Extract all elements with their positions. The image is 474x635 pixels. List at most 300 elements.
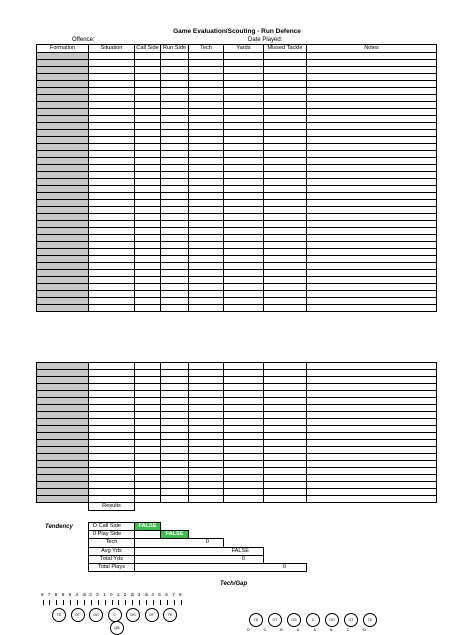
grid-cell[interactable] bbox=[161, 95, 189, 102]
grid-cell[interactable] bbox=[264, 165, 307, 172]
grid-cell[interactable] bbox=[37, 305, 89, 312]
grid-cell[interactable] bbox=[189, 130, 224, 137]
grid-cell[interactable] bbox=[264, 207, 307, 214]
grid-cell[interactable] bbox=[161, 489, 189, 496]
grid-cell[interactable] bbox=[224, 144, 264, 151]
grid-cell[interactable] bbox=[161, 74, 189, 81]
grid-cell[interactable] bbox=[189, 447, 224, 454]
grid-cell[interactable] bbox=[37, 284, 89, 291]
grid-cell[interactable] bbox=[89, 200, 135, 207]
grid-cell[interactable] bbox=[264, 249, 307, 256]
grid-cell[interactable] bbox=[89, 370, 135, 377]
grid-cell[interactable] bbox=[161, 165, 189, 172]
grid-cell[interactable] bbox=[224, 468, 264, 475]
grid-cell[interactable] bbox=[161, 377, 189, 384]
grid-cell[interactable] bbox=[189, 461, 224, 468]
grid-cell[interactable] bbox=[161, 277, 189, 284]
grid-cell[interactable] bbox=[135, 130, 161, 137]
grid-cell[interactable] bbox=[307, 482, 437, 489]
grid-cell[interactable] bbox=[37, 221, 89, 228]
grid-cell[interactable] bbox=[89, 419, 135, 426]
grid-cell[interactable] bbox=[264, 144, 307, 151]
grid-cell[interactable] bbox=[135, 242, 161, 249]
grid-cell[interactable] bbox=[161, 496, 189, 503]
grid-cell[interactable] bbox=[89, 193, 135, 200]
grid-cell[interactable] bbox=[135, 475, 161, 482]
grid-cell[interactable] bbox=[89, 482, 135, 489]
grid-cell[interactable] bbox=[264, 270, 307, 277]
grid-cell[interactable] bbox=[89, 53, 135, 60]
grid-cell[interactable] bbox=[37, 270, 89, 277]
grid-cell[interactable] bbox=[264, 109, 307, 116]
grid-cell[interactable] bbox=[89, 468, 135, 475]
grid-cell[interactable] bbox=[161, 102, 189, 109]
grid-cell[interactable] bbox=[307, 412, 437, 419]
grid-cell[interactable] bbox=[189, 123, 224, 130]
grid-cell[interactable] bbox=[189, 370, 224, 377]
grid-cell[interactable] bbox=[89, 165, 135, 172]
grid-cell[interactable] bbox=[89, 81, 135, 88]
grid-cell[interactable] bbox=[224, 461, 264, 468]
grid-cell[interactable] bbox=[264, 426, 307, 433]
grid-cell[interactable] bbox=[307, 144, 437, 151]
grid-cell[interactable] bbox=[37, 447, 89, 454]
grid-cell[interactable] bbox=[161, 305, 189, 312]
grid-cell[interactable] bbox=[307, 242, 437, 249]
grid-cell[interactable] bbox=[264, 305, 307, 312]
grid-cell[interactable] bbox=[264, 221, 307, 228]
grid-cell[interactable] bbox=[224, 377, 264, 384]
grid-cell[interactable] bbox=[307, 249, 437, 256]
grid-cell[interactable] bbox=[307, 454, 437, 461]
grid-cell[interactable] bbox=[224, 405, 264, 412]
grid-cell[interactable] bbox=[135, 53, 161, 60]
grid-cell[interactable] bbox=[307, 158, 437, 165]
grid-cell[interactable] bbox=[135, 151, 161, 158]
grid-cell[interactable] bbox=[135, 116, 161, 123]
grid-cell[interactable] bbox=[224, 158, 264, 165]
grid-cell[interactable] bbox=[307, 193, 437, 200]
grid-cell[interactable] bbox=[224, 384, 264, 391]
grid-cell[interactable] bbox=[307, 228, 437, 235]
grid-cell[interactable] bbox=[307, 207, 437, 214]
grid-cell[interactable] bbox=[189, 270, 224, 277]
grid-cell[interactable] bbox=[89, 384, 135, 391]
grid-cell[interactable] bbox=[307, 60, 437, 67]
grid-cell[interactable] bbox=[307, 109, 437, 116]
grid-cell[interactable] bbox=[189, 433, 224, 440]
grid-cell[interactable] bbox=[135, 200, 161, 207]
grid-cell[interactable] bbox=[161, 363, 189, 370]
grid-cell[interactable] bbox=[224, 447, 264, 454]
grid-cell[interactable] bbox=[224, 277, 264, 284]
grid-cell[interactable] bbox=[37, 235, 89, 242]
grid-cell[interactable] bbox=[307, 137, 437, 144]
grid-cell[interactable] bbox=[37, 137, 89, 144]
grid-cell[interactable] bbox=[161, 263, 189, 270]
grid-cell[interactable] bbox=[37, 74, 89, 81]
grid-cell[interactable] bbox=[189, 291, 224, 298]
grid-cell[interactable] bbox=[189, 158, 224, 165]
grid-cell[interactable] bbox=[224, 193, 264, 200]
grid-cell[interactable] bbox=[307, 123, 437, 130]
grid-cell[interactable] bbox=[264, 419, 307, 426]
grid-cell[interactable] bbox=[224, 151, 264, 158]
grid-cell[interactable] bbox=[37, 179, 89, 186]
grid-cell[interactable] bbox=[307, 405, 437, 412]
grid-cell[interactable] bbox=[189, 482, 224, 489]
grid-cell[interactable] bbox=[189, 468, 224, 475]
grid-cell[interactable] bbox=[161, 88, 189, 95]
grid-cell[interactable] bbox=[189, 228, 224, 235]
grid-cell[interactable] bbox=[37, 102, 89, 109]
grid-cell[interactable] bbox=[161, 137, 189, 144]
grid-cell[interactable] bbox=[189, 377, 224, 384]
grid-cell[interactable] bbox=[264, 60, 307, 67]
grid-cell[interactable] bbox=[224, 284, 264, 291]
grid-cell[interactable] bbox=[89, 144, 135, 151]
grid-cell[interactable] bbox=[264, 370, 307, 377]
grid-cell[interactable] bbox=[264, 200, 307, 207]
grid-cell[interactable] bbox=[307, 67, 437, 74]
grid-cell[interactable] bbox=[264, 277, 307, 284]
grid-cell[interactable] bbox=[264, 291, 307, 298]
grid-cell[interactable] bbox=[264, 151, 307, 158]
grid-cell[interactable] bbox=[37, 496, 89, 503]
grid-cell[interactable] bbox=[37, 412, 89, 419]
grid-cell[interactable] bbox=[161, 461, 189, 468]
grid-cell[interactable] bbox=[307, 391, 437, 398]
grid-cell[interactable] bbox=[189, 426, 224, 433]
grid-cell[interactable] bbox=[189, 249, 224, 256]
grid-cell[interactable] bbox=[135, 447, 161, 454]
grid-cell[interactable] bbox=[89, 109, 135, 116]
grid-cell[interactable] bbox=[264, 454, 307, 461]
grid-cell[interactable] bbox=[161, 116, 189, 123]
grid-cell[interactable] bbox=[161, 67, 189, 74]
grid-cell[interactable] bbox=[224, 433, 264, 440]
grid-cell[interactable] bbox=[135, 249, 161, 256]
grid-cell[interactable] bbox=[224, 95, 264, 102]
grid-cell[interactable] bbox=[37, 291, 89, 298]
grid-cell[interactable] bbox=[37, 419, 89, 426]
grid-cell[interactable] bbox=[135, 256, 161, 263]
grid-cell[interactable] bbox=[264, 137, 307, 144]
grid-cell[interactable] bbox=[224, 165, 264, 172]
grid-cell[interactable] bbox=[307, 370, 437, 377]
grid-cell[interactable] bbox=[161, 298, 189, 305]
grid-cell[interactable] bbox=[224, 186, 264, 193]
grid-cell[interactable] bbox=[37, 256, 89, 263]
grid-cell[interactable] bbox=[307, 165, 437, 172]
grid-cell[interactable] bbox=[264, 384, 307, 391]
grid-cell[interactable] bbox=[89, 95, 135, 102]
grid-cell[interactable] bbox=[161, 482, 189, 489]
grid-cell[interactable] bbox=[135, 214, 161, 221]
grid-cell[interactable] bbox=[135, 67, 161, 74]
grid-cell[interactable] bbox=[264, 74, 307, 81]
grid-cell[interactable] bbox=[135, 489, 161, 496]
grid-cell[interactable] bbox=[89, 116, 135, 123]
grid-cell[interactable] bbox=[161, 207, 189, 214]
grid-cell[interactable] bbox=[37, 186, 89, 193]
grid-cell[interactable] bbox=[135, 482, 161, 489]
grid-cell[interactable] bbox=[189, 298, 224, 305]
grid-cell[interactable] bbox=[135, 391, 161, 398]
grid-cell[interactable] bbox=[224, 256, 264, 263]
grid-cell[interactable] bbox=[189, 419, 224, 426]
grid-cell[interactable] bbox=[264, 172, 307, 179]
grid-cell[interactable] bbox=[264, 405, 307, 412]
grid-cell[interactable] bbox=[307, 419, 437, 426]
grid-cell[interactable] bbox=[264, 461, 307, 468]
grid-cell[interactable] bbox=[264, 81, 307, 88]
grid-cell[interactable] bbox=[161, 81, 189, 88]
grid-cell[interactable] bbox=[307, 461, 437, 468]
grid-cell[interactable] bbox=[189, 454, 224, 461]
grid-cell[interactable] bbox=[37, 95, 89, 102]
grid-cell[interactable] bbox=[135, 193, 161, 200]
grid-cell[interactable] bbox=[264, 263, 307, 270]
grid-cell[interactable] bbox=[307, 426, 437, 433]
grid-cell[interactable] bbox=[161, 412, 189, 419]
grid-cell[interactable] bbox=[189, 412, 224, 419]
grid-cell[interactable] bbox=[264, 468, 307, 475]
grid-cell[interactable] bbox=[161, 172, 189, 179]
grid-cell[interactable] bbox=[264, 496, 307, 503]
grid-cell[interactable] bbox=[89, 461, 135, 468]
grid-cell[interactable] bbox=[224, 263, 264, 270]
grid-cell[interactable] bbox=[307, 95, 437, 102]
grid-cell[interactable] bbox=[89, 74, 135, 81]
grid-cell[interactable] bbox=[37, 165, 89, 172]
grid-cell[interactable] bbox=[161, 151, 189, 158]
grid-cell[interactable] bbox=[189, 88, 224, 95]
grid-cell[interactable] bbox=[37, 277, 89, 284]
grid-cell[interactable] bbox=[224, 298, 264, 305]
grid-cell[interactable] bbox=[37, 263, 89, 270]
grid-cell[interactable] bbox=[89, 179, 135, 186]
grid-cell[interactable] bbox=[161, 454, 189, 461]
grid-cell[interactable] bbox=[89, 363, 135, 370]
grid-cell[interactable] bbox=[37, 475, 89, 482]
grid-cell[interactable] bbox=[89, 151, 135, 158]
grid-cell[interactable] bbox=[189, 67, 224, 74]
grid-cell[interactable] bbox=[224, 305, 264, 312]
grid-cell[interactable] bbox=[89, 291, 135, 298]
grid-cell[interactable] bbox=[89, 67, 135, 74]
grid-cell[interactable] bbox=[264, 363, 307, 370]
grid-cell[interactable] bbox=[89, 242, 135, 249]
grid-cell[interactable] bbox=[89, 298, 135, 305]
grid-cell[interactable] bbox=[37, 426, 89, 433]
grid-cell[interactable] bbox=[161, 405, 189, 412]
grid-cell[interactable] bbox=[307, 172, 437, 179]
grid-cell[interactable] bbox=[307, 186, 437, 193]
grid-cell[interactable] bbox=[135, 412, 161, 419]
grid-cell[interactable] bbox=[135, 377, 161, 384]
grid-cell[interactable] bbox=[224, 81, 264, 88]
grid-cell[interactable] bbox=[37, 116, 89, 123]
grid-cell[interactable] bbox=[135, 454, 161, 461]
grid-cell[interactable] bbox=[264, 179, 307, 186]
grid-cell[interactable] bbox=[135, 137, 161, 144]
grid-cell[interactable] bbox=[224, 398, 264, 405]
grid-cell[interactable] bbox=[189, 102, 224, 109]
grid-cell[interactable] bbox=[307, 256, 437, 263]
grid-cell[interactable] bbox=[37, 81, 89, 88]
grid-cell[interactable] bbox=[264, 102, 307, 109]
grid-cell[interactable] bbox=[189, 305, 224, 312]
grid-cell[interactable] bbox=[161, 123, 189, 130]
grid-cell[interactable] bbox=[135, 172, 161, 179]
grid-cell[interactable] bbox=[89, 102, 135, 109]
grid-cell[interactable] bbox=[89, 454, 135, 461]
grid-cell[interactable] bbox=[37, 60, 89, 67]
grid-cell[interactable] bbox=[161, 109, 189, 116]
grid-cell[interactable] bbox=[37, 123, 89, 130]
grid-cell[interactable] bbox=[307, 489, 437, 496]
grid-cell[interactable] bbox=[89, 60, 135, 67]
grid-cell[interactable] bbox=[224, 419, 264, 426]
grid-cell[interactable] bbox=[161, 256, 189, 263]
grid-cell[interactable] bbox=[89, 496, 135, 503]
grid-cell[interactable] bbox=[189, 363, 224, 370]
grid-cell[interactable] bbox=[189, 277, 224, 284]
grid-cell[interactable] bbox=[264, 412, 307, 419]
grid-cell[interactable] bbox=[189, 391, 224, 398]
grid-cell[interactable] bbox=[264, 235, 307, 242]
grid-cell[interactable] bbox=[135, 207, 161, 214]
grid-cell[interactable] bbox=[161, 447, 189, 454]
grid-cell[interactable] bbox=[135, 384, 161, 391]
grid-cell[interactable] bbox=[135, 235, 161, 242]
grid-cell[interactable] bbox=[224, 440, 264, 447]
grid-cell[interactable] bbox=[161, 158, 189, 165]
grid-cell[interactable] bbox=[264, 447, 307, 454]
grid-cell[interactable] bbox=[135, 123, 161, 130]
grid-cell[interactable] bbox=[89, 426, 135, 433]
grid-cell[interactable] bbox=[37, 207, 89, 214]
grid-cell[interactable] bbox=[89, 256, 135, 263]
grid-cell[interactable] bbox=[224, 496, 264, 503]
grid-cell[interactable] bbox=[135, 81, 161, 88]
grid-cell[interactable] bbox=[89, 221, 135, 228]
grid-cell[interactable] bbox=[37, 391, 89, 398]
grid-cell[interactable] bbox=[89, 137, 135, 144]
grid-cell[interactable] bbox=[224, 221, 264, 228]
grid-cell[interactable] bbox=[135, 88, 161, 95]
grid-cell[interactable] bbox=[135, 102, 161, 109]
grid-cell[interactable] bbox=[264, 475, 307, 482]
grid-cell[interactable] bbox=[37, 454, 89, 461]
grid-cell[interactable] bbox=[37, 489, 89, 496]
grid-cell[interactable] bbox=[135, 158, 161, 165]
grid-cell[interactable] bbox=[37, 249, 89, 256]
grid-cell[interactable] bbox=[37, 433, 89, 440]
grid-cell[interactable] bbox=[89, 263, 135, 270]
grid-cell[interactable] bbox=[37, 158, 89, 165]
grid-cell[interactable] bbox=[189, 475, 224, 482]
grid-cell[interactable] bbox=[264, 391, 307, 398]
grid-cell[interactable] bbox=[161, 370, 189, 377]
grid-cell[interactable] bbox=[135, 370, 161, 377]
grid-cell[interactable] bbox=[37, 109, 89, 116]
grid-cell[interactable] bbox=[264, 88, 307, 95]
grid-cell[interactable] bbox=[89, 447, 135, 454]
grid-cell[interactable] bbox=[224, 270, 264, 277]
grid-cell[interactable] bbox=[135, 74, 161, 81]
grid-cell[interactable] bbox=[264, 377, 307, 384]
grid-cell[interactable] bbox=[224, 291, 264, 298]
grid-cell[interactable] bbox=[89, 228, 135, 235]
grid-cell[interactable] bbox=[135, 461, 161, 468]
grid-cell[interactable] bbox=[307, 263, 437, 270]
grid-cell[interactable] bbox=[224, 391, 264, 398]
grid-cell[interactable] bbox=[189, 263, 224, 270]
grid-cell[interactable] bbox=[264, 130, 307, 137]
grid-cell[interactable] bbox=[264, 256, 307, 263]
grid-cell[interactable] bbox=[189, 179, 224, 186]
grid-cell[interactable] bbox=[264, 193, 307, 200]
grid-cell[interactable] bbox=[264, 67, 307, 74]
grid-cell[interactable] bbox=[135, 144, 161, 151]
grid-cell[interactable] bbox=[135, 186, 161, 193]
grid-cell[interactable] bbox=[224, 137, 264, 144]
grid-cell[interactable] bbox=[161, 270, 189, 277]
grid-cell[interactable] bbox=[189, 60, 224, 67]
grid-cell[interactable] bbox=[264, 186, 307, 193]
grid-cell[interactable] bbox=[264, 489, 307, 496]
grid-cell[interactable] bbox=[264, 228, 307, 235]
grid-cell[interactable] bbox=[89, 284, 135, 291]
grid-cell[interactable] bbox=[264, 284, 307, 291]
grid-cell[interactable] bbox=[224, 235, 264, 242]
grid-cell[interactable] bbox=[89, 412, 135, 419]
grid-cell[interactable] bbox=[264, 440, 307, 447]
grid-cell[interactable] bbox=[307, 447, 437, 454]
grid-cell[interactable] bbox=[37, 468, 89, 475]
grid-cell[interactable] bbox=[161, 214, 189, 221]
grid-cell[interactable] bbox=[189, 186, 224, 193]
grid-cell[interactable] bbox=[307, 291, 437, 298]
grid-cell[interactable] bbox=[89, 405, 135, 412]
grid-cell[interactable] bbox=[307, 53, 437, 60]
grid-cell[interactable] bbox=[161, 440, 189, 447]
grid-cell[interactable] bbox=[307, 384, 437, 391]
grid-cell[interactable] bbox=[224, 74, 264, 81]
grid-cell[interactable] bbox=[161, 193, 189, 200]
grid-cell[interactable] bbox=[135, 165, 161, 172]
grid-cell[interactable] bbox=[189, 496, 224, 503]
grid-cell[interactable] bbox=[189, 151, 224, 158]
grid-cell[interactable] bbox=[135, 60, 161, 67]
grid-cell[interactable] bbox=[37, 214, 89, 221]
grid-cell[interactable] bbox=[307, 270, 437, 277]
grid-cell[interactable] bbox=[161, 468, 189, 475]
grid-cell[interactable] bbox=[37, 200, 89, 207]
grid-cell[interactable] bbox=[224, 88, 264, 95]
grid-cell[interactable] bbox=[224, 130, 264, 137]
grid-cell[interactable] bbox=[189, 384, 224, 391]
grid-cell[interactable] bbox=[161, 179, 189, 186]
grid-cell[interactable] bbox=[307, 221, 437, 228]
grid-cell[interactable] bbox=[161, 291, 189, 298]
grid-cell[interactable] bbox=[89, 235, 135, 242]
grid-cell[interactable] bbox=[307, 475, 437, 482]
grid-cell[interactable] bbox=[224, 426, 264, 433]
grid-cell[interactable] bbox=[135, 496, 161, 503]
